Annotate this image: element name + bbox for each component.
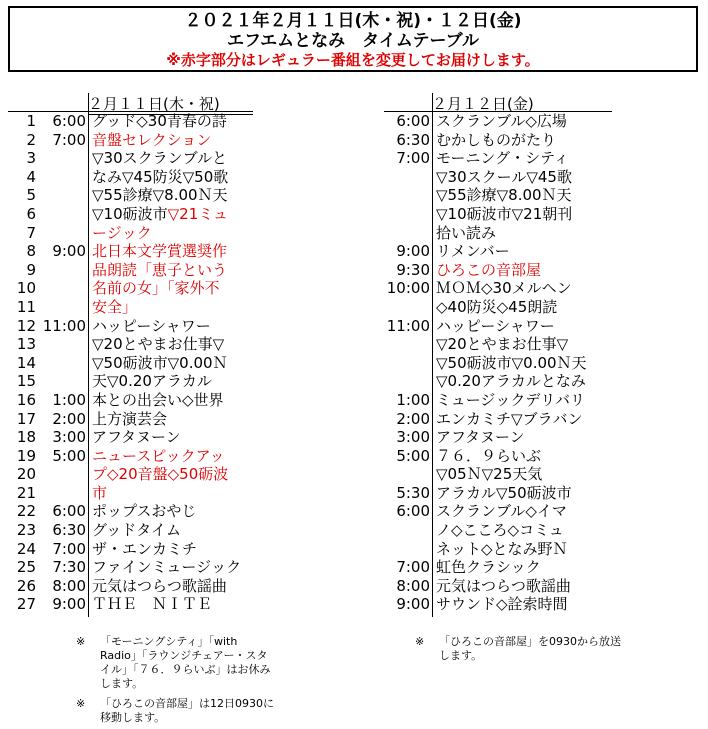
row-program (92, 149, 227, 168)
row-time: 3:00 (52, 428, 86, 447)
row-program: ▽20とやまお仕事▽ (436, 335, 569, 354)
row-program: ノ◇こころ◇コミュ (436, 521, 564, 540)
row-number: 12 (16, 316, 36, 335)
row-program: ＭＯＭ◇30メルヘン (436, 279, 572, 298)
row-time: 6:00 (52, 112, 86, 130)
program-text: ▽10砺波市 (92, 204, 168, 223)
row-program: サウンド◇詮索時間 (436, 595, 568, 614)
row-time: 7:00 (396, 558, 430, 577)
program-text: ▽20とやまお仕事▽ (92, 335, 225, 354)
row-time: 2:00 (52, 409, 86, 428)
row-program: アラカル▽50砺波市 (436, 483, 572, 502)
note-mark: ※ (415, 635, 425, 648)
program-text: ＴＨＥ ＮＩＴＥ (92, 595, 213, 614)
row-number: 21 (16, 483, 36, 502)
row-number: 3 (26, 149, 36, 168)
note-mark: ※ (76, 697, 86, 710)
row-time: 1:00 (52, 390, 86, 409)
row-number: 15 (16, 372, 36, 391)
row-time: 7:00 (52, 539, 86, 558)
row-number: 4 (26, 167, 36, 186)
row-time: 7:00 (396, 149, 430, 168)
note-text: 「ひろこの音部屋」は12日0930に移動します。 (100, 697, 274, 724)
program-text: 元気はつらつ歌謡曲 (92, 576, 227, 595)
row-program (92, 168, 228, 187)
program-text: グッドタイム (92, 521, 181, 540)
program-text: ニュースピックアッ (92, 446, 225, 465)
program-text: 名前の女」「家外不 (92, 279, 220, 298)
row-time: 6:00 (396, 502, 430, 521)
title-date: ２０２１年２月１１日(木・祝)・１２日(金) (184, 11, 522, 31)
row-program: ミュージックデリバリ (436, 390, 585, 409)
row-time: 9:00 (52, 242, 86, 261)
row-program (92, 298, 137, 317)
row-program: ネット◇となみ野Ｎ (436, 539, 568, 558)
day1-column-line (88, 93, 89, 617)
row-program: 元気はつらつ歌謡曲 (436, 576, 571, 595)
row-time: 1:00 (396, 390, 430, 409)
row-number: 14 (16, 353, 36, 372)
row-program (92, 447, 225, 466)
row-program (92, 465, 228, 484)
row-program: ▽10砺波市▽21朝刊 (436, 204, 573, 223)
row-program (92, 242, 227, 261)
row-program: ◇40防災◇45朗読 (436, 297, 558, 316)
row-time: 9:00 (396, 595, 430, 614)
row-program (92, 317, 211, 336)
row-program: ハッピーシャワー (436, 316, 555, 335)
program-text: 安全」 (92, 297, 138, 316)
title-box (8, 6, 698, 72)
row-program (92, 112, 227, 131)
note-left-2 (76, 697, 276, 725)
program-text: プ◇20音盤◇50砺波 (92, 465, 229, 484)
program-text: ザ・エンカミチ (92, 539, 198, 558)
row-time: 11:00 (42, 316, 86, 335)
row-time: 10:00 (386, 279, 430, 298)
day2-heading: ２月１２日(金) (432, 95, 534, 113)
row-program: ▽55診療▽8.00Ｎ天 (436, 186, 572, 205)
program-text: グッド◇30青春の詩 (92, 112, 227, 130)
row-program (92, 484, 107, 503)
row-number: 10 (16, 279, 36, 298)
row-program (92, 521, 181, 540)
row-program: アフタヌーン (436, 428, 525, 447)
row-number: 18 (16, 428, 36, 447)
row-program (92, 577, 227, 596)
row-program (92, 410, 167, 429)
row-program (92, 186, 228, 205)
row-program: モーニング・シティ (436, 149, 569, 168)
row-number: 20 (16, 465, 36, 484)
program-text: 市 (92, 483, 108, 502)
row-number: 11 (16, 297, 36, 316)
row-program: むかしものがたり (436, 130, 557, 149)
row-time: 7:30 (52, 558, 86, 577)
row-time: 6:30 (396, 130, 430, 149)
row-number: 24 (16, 539, 36, 558)
row-time: 9:00 (52, 595, 86, 614)
program-text: なみ▽45防災▽50歌 (92, 167, 229, 186)
row-program: リメンバー (436, 242, 510, 261)
row-time: 5:00 (52, 446, 86, 465)
row-time: 6:00 (396, 112, 430, 130)
row-program: スクランブル◇広場 (436, 112, 567, 130)
day2-column-line (432, 93, 433, 617)
row-program (92, 335, 224, 354)
note-left-1 (76, 635, 276, 691)
row-program: ▽50砺波市▽0.00Ｎ天 (436, 353, 587, 372)
row-number: 25 (16, 558, 36, 577)
note-right-1 (415, 635, 625, 663)
row-program (92, 205, 228, 224)
row-program: ▽05Ｎ▽25天気 (436, 465, 543, 484)
row-number: 27 (16, 595, 36, 614)
row-number: 7 (26, 223, 36, 242)
row-time: 8:00 (52, 576, 86, 595)
row-program (92, 558, 241, 577)
row-number: 9 (26, 260, 36, 279)
row-program: 虹色クラシック (436, 558, 541, 577)
row-number: 13 (16, 335, 36, 354)
program-text: ポップスおやじ (92, 502, 197, 521)
row-number: 6 (26, 204, 36, 223)
row-number: 19 (16, 446, 36, 465)
program-text: ▽55診療▽8.00Ｎ天 (92, 186, 228, 205)
row-program: スクランブル◇イマ (436, 502, 567, 521)
program-text: ージック (92, 223, 152, 242)
note-text: 「モーニングシティ」「with Radio」「ラウンジチェアー・スタイル」「７６．９らいぶ」はお休みします。 (100, 635, 271, 690)
program-text: 音盤セレクション (92, 130, 212, 149)
title-station: エフエムとなみ タイムテーブル (227, 31, 479, 51)
program-text: アフタヌーン (92, 428, 181, 447)
row-time: 11:00 (386, 316, 430, 335)
row-number: 5 (26, 186, 36, 205)
row-time: 6:00 (52, 502, 86, 521)
program-text: 北日本文学賞選奨作 (92, 242, 228, 261)
row-program (92, 224, 152, 243)
program-text: ▽50砺波市▽0.00Ｎ (92, 353, 228, 372)
row-program: ▽30スクール▽45歌 (436, 167, 572, 186)
program-text: ファインミュージック (92, 558, 242, 577)
program-text: ハッピーシャワー (92, 316, 211, 335)
program-text: 上方演芸会 (92, 409, 168, 428)
note-text: 「ひろこの音部屋」を0930から放送します。 (439, 635, 621, 662)
row-number: 23 (16, 521, 36, 540)
day1-heading: ２月１１日(木・祝) (88, 93, 253, 115)
row-time: 6:30 (52, 521, 86, 540)
row-number: 2 (26, 130, 36, 149)
row-program: エンカミチ▽ブラバン (436, 409, 583, 428)
row-number: 8 (26, 242, 36, 261)
row-number: 26 (16, 576, 36, 595)
note-mark: ※ (76, 635, 86, 648)
row-program (92, 391, 224, 410)
row-time: 5:00 (396, 446, 430, 465)
row-time: 9:30 (396, 260, 430, 279)
row-program (92, 354, 228, 373)
row-time: 7:00 (52, 130, 86, 149)
row-program: ７６．９らいぶ (436, 446, 542, 465)
program-text: ▽30スクランブルと (92, 149, 228, 168)
program-text: 天▽0.20アラカル (92, 372, 212, 391)
row-program (92, 428, 181, 447)
row-program: ▽0.20アラカルとなみ (436, 372, 586, 391)
row-program: 拾い読み (436, 223, 497, 242)
row-program: ひろこの音部屋 (436, 260, 542, 279)
row-number: 22 (16, 502, 36, 521)
row-time: 8:00 (396, 576, 430, 595)
row-program (92, 372, 212, 391)
row-program (92, 279, 220, 298)
row-program (92, 131, 211, 150)
row-number: 1 (26, 112, 36, 130)
row-program (92, 502, 196, 521)
row-program (92, 595, 212, 614)
program-text: 品朗読「恵子という (92, 260, 228, 279)
row-program (92, 261, 227, 280)
program-text: 本との出会い◇世界 (92, 390, 224, 409)
row-time: 9:00 (396, 242, 430, 261)
title-note: ※赤字部分はレギュラー番組を変更してお届けします。 (166, 51, 540, 69)
row-number: 17 (16, 409, 36, 428)
row-time: 5:30 (396, 483, 430, 502)
row-time: 2:00 (396, 409, 430, 428)
program-text-changed: ▽21ミュ (167, 204, 228, 223)
row-time: 3:00 (396, 428, 430, 447)
row-number: 16 (16, 390, 36, 409)
row-program (92, 540, 197, 559)
